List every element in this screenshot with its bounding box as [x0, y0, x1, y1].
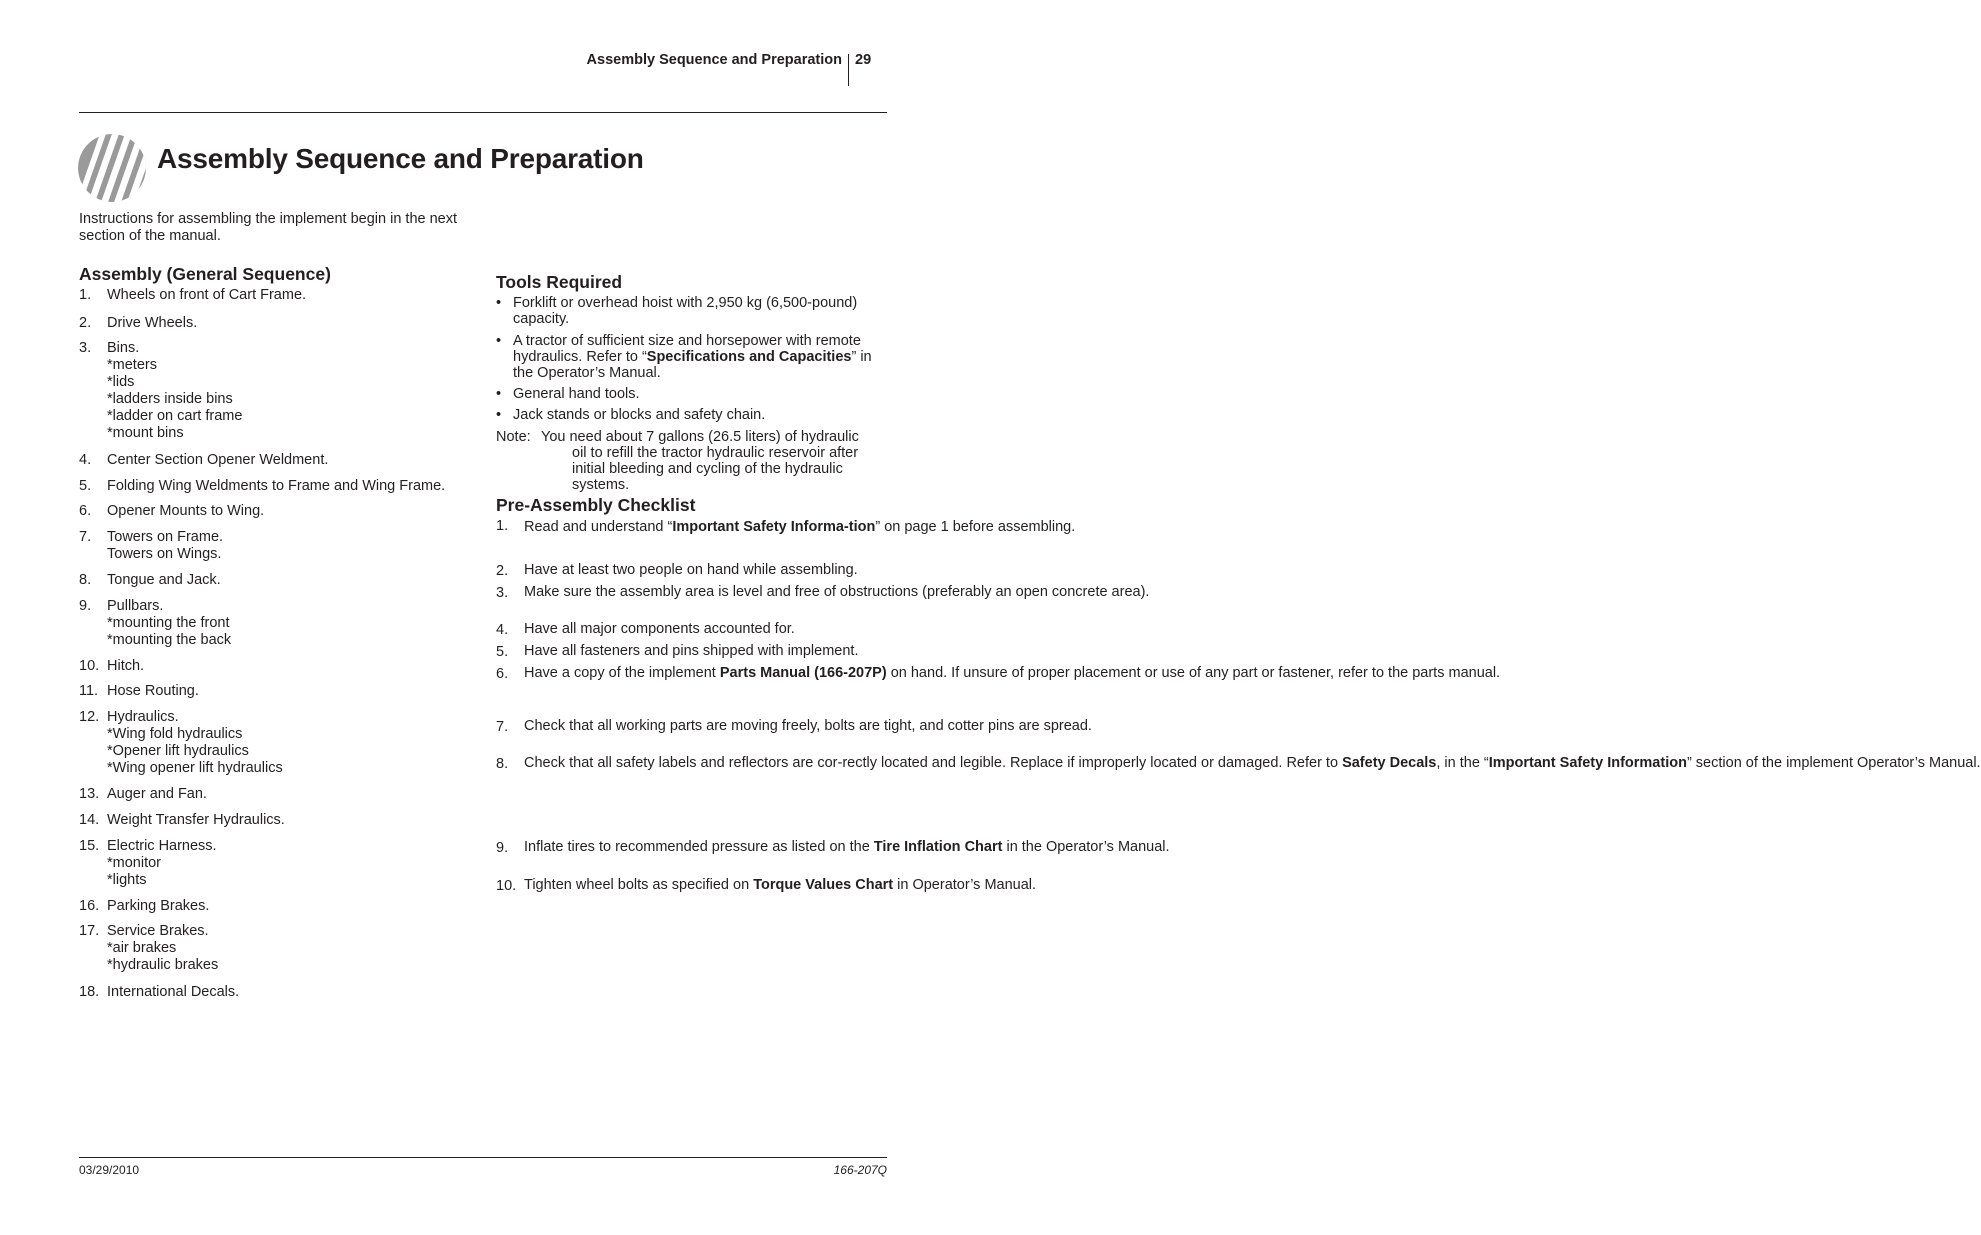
step-text — [107, 923, 218, 974]
bottom-rule — [79, 1157, 887, 1158]
step-line: Parking Brakes. — [107, 898, 210, 914]
step-number: 4. — [79, 452, 92, 468]
step-text — [107, 452, 328, 469]
checklist-text — [524, 755, 1981, 772]
tool-text — [513, 333, 891, 381]
step-line: Tongue and Jack. — [107, 572, 221, 588]
bullet-icon: • — [496, 295, 502, 311]
step-line: *monitor — [107, 855, 161, 871]
bullet-icon: • — [496, 333, 502, 349]
step-number: 14. — [79, 812, 100, 828]
step-line: *lights — [107, 872, 147, 888]
checklist-text — [524, 877, 1037, 894]
step-number: 8. — [79, 572, 92, 588]
step-line: Towers on Wings. — [107, 546, 222, 562]
step-text — [107, 340, 242, 442]
note-text-rest: oil to refill the tractor hydraulic reservoir after initial bleeding and cycling of the hydraulic systems. — [572, 445, 859, 493]
step-text — [107, 598, 231, 649]
note-text-first: You need about 7 gallons (26.5 liters) of hydraulic — [541, 429, 859, 445]
step-line: International Decals. — [107, 984, 240, 1000]
text-segment: Make sure the assembly area is level and free of obstructions (preferably an open concrete area). — [524, 584, 1150, 600]
tool-text — [513, 295, 891, 327]
footer-date: 03/29/2010 — [79, 1163, 140, 1177]
step-line: Center Section Opener Weldment. — [107, 452, 329, 468]
step-line: Towers on Frame. — [107, 529, 224, 545]
step-text — [107, 683, 199, 700]
text-segment: Have at least two people on hand while assembling. — [524, 562, 858, 578]
step-line: Drive Wheels. — [107, 315, 198, 331]
text-segment: Check that all safety labels and reflectors are cor-rectly located and legible. Replace if improperly located or damaged. Refer to — [524, 755, 1343, 771]
step-number: 9. — [496, 840, 509, 856]
step-text — [107, 984, 239, 1001]
step-line: Hose Routing. — [107, 683, 199, 699]
text-segment: on hand. If unsure of proper placement or use of any part or fastener, refer to the parts manual. — [886, 665, 1501, 681]
text-segment: ” in the Operator’s Manual. — [513, 349, 872, 381]
step-number: 6. — [496, 666, 509, 682]
step-number: 11. — [79, 683, 99, 699]
checklist-text — [524, 563, 891, 579]
step-text — [107, 315, 197, 332]
assembly-heading: Assembly (General Sequence) — [79, 264, 331, 284]
text-segment: Check that all working parts are moving freely, bolts are tight, and cotter pins are spread. — [524, 718, 1092, 734]
text-segment: in Operator’s Manual. — [893, 877, 1037, 893]
step-number: 7. — [496, 719, 509, 735]
text-segment: in the Operator’s Manual. — [1002, 839, 1170, 855]
step-number: 3. — [496, 585, 509, 601]
note-label: Note: — [496, 429, 531, 445]
step-number: 18. — [79, 984, 100, 1000]
step-line: *hydraulic brakes — [107, 957, 219, 973]
step-number: 2. — [79, 315, 92, 331]
bullet-icon: • — [496, 386, 502, 402]
tool-text — [513, 407, 891, 423]
text-segment: A tractor of sufficient size and horsepower with remote hydraulics. Refer to “ — [513, 333, 861, 365]
step-line: *mounting the front — [107, 615, 230, 631]
step-text — [107, 287, 306, 304]
step-line: Hitch. — [107, 658, 145, 674]
step-line: Folding Wing Weldments to Frame and Wing Frame. — [107, 478, 446, 494]
step-line: Opener Mounts to Wing. — [107, 503, 265, 519]
diagonal-stripes-circle-logo-icon — [78, 134, 146, 202]
checklist-text — [524, 584, 1150, 601]
step-number: 8. — [496, 756, 509, 772]
bold-reference: Specifications and Capacities — [646, 349, 852, 365]
text-segment: Inflate tires to recommended pressure as listed on the — [524, 839, 874, 855]
step-text — [107, 898, 209, 915]
page-number: 29 — [855, 52, 872, 68]
step-text — [107, 658, 144, 675]
bold-reference: Parts Manual (166-207P) — [719, 665, 887, 681]
step-number: 5. — [79, 478, 92, 494]
step-text — [107, 572, 221, 589]
step-line: *Wing fold hydraulics — [107, 726, 243, 742]
text-segment: Read and understand “ — [524, 519, 673, 535]
step-line: *lids — [107, 374, 135, 390]
step-number: 16. — [79, 898, 100, 914]
step-number: 5. — [496, 644, 509, 660]
step-number: 3. — [79, 340, 92, 356]
top-rule — [79, 112, 887, 113]
step-number: 6. — [79, 503, 92, 519]
step-line: *ladder on cart frame — [107, 408, 243, 424]
step-number: 7. — [79, 529, 92, 545]
header-divider — [848, 54, 849, 86]
bold-reference: Important Safety Informa-tion — [672, 519, 876, 535]
running-header-title: Assembly Sequence and Preparation — [586, 52, 842, 68]
page-title: Assembly Sequence and Preparation — [157, 143, 644, 174]
step-number: 1. — [79, 287, 92, 303]
intro-paragraph: Instructions for assembling the implement begin in the next section of the manual. — [79, 211, 458, 244]
step-text — [107, 478, 445, 495]
footer-doc-number: 166-207Q — [833, 1163, 887, 1177]
step-number: 2. — [496, 563, 509, 579]
checklist-text — [524, 622, 891, 638]
text-segment: ” section of the implement Operator’s Manual. — [1686, 755, 1981, 771]
step-number: 4. — [496, 622, 509, 638]
step-line: Service Brakes. — [107, 923, 209, 939]
step-line: *ladders inside bins — [107, 391, 233, 407]
step-text — [107, 503, 264, 520]
step-text — [107, 812, 285, 829]
bullet-icon: • — [496, 407, 502, 423]
text-segment: Tighten wheel bolts as specified on — [524, 877, 754, 893]
step-number: 12. — [79, 709, 100, 725]
step-line: *air brakes — [107, 940, 177, 956]
text-segment: General hand tools. — [513, 386, 640, 402]
step-line: Electric Harness. — [107, 838, 217, 854]
step-line: *Opener lift hydraulics — [107, 743, 249, 759]
bold-reference: Tire Inflation Chart — [873, 839, 1003, 855]
tool-text — [513, 386, 891, 402]
step-number: 17. — [79, 923, 100, 939]
text-segment: Have a copy of the implement — [524, 665, 720, 681]
step-line: Weight Transfer Hydraulics. — [107, 812, 285, 828]
step-line: Wheels on front of Cart Frame. — [107, 287, 307, 303]
checklist-text — [524, 644, 891, 660]
text-segment: Forklift or overhead hoist with 2,950 kg (6,500-pound) capacity. — [513, 295, 858, 327]
step-line: *meters — [107, 357, 157, 373]
step-line: *Wing opener lift hydraulics — [107, 760, 283, 776]
checklist-heading: Pre-Assembly Checklist — [496, 495, 696, 515]
step-number: 13. — [79, 786, 100, 802]
bold-reference: Important Safety Information — [1488, 755, 1687, 771]
text-segment: Have all major components accounted for. — [524, 621, 795, 637]
bold-reference: Safety Decals — [1342, 755, 1437, 771]
step-line: *mount bins — [107, 425, 184, 441]
step-number: 15. — [79, 838, 100, 854]
checklist-text — [524, 839, 1170, 856]
step-text — [107, 529, 223, 563]
step-number: 10. — [496, 878, 517, 894]
bold-reference: Torque Values Chart — [753, 877, 894, 893]
text-segment: Have all fasteners and pins shipped with implement. — [524, 643, 859, 659]
tools-heading: Tools Required — [496, 272, 623, 292]
checklist-text — [524, 518, 1076, 537]
checklist-text — [524, 665, 1501, 682]
text-segment: , in the “ — [1436, 755, 1489, 771]
step-line: Hydraulics. — [107, 709, 179, 725]
text-segment: Jack stands or blocks and safety chain. — [513, 407, 766, 423]
step-line: *mounting the back — [107, 632, 232, 648]
text-segment: ” on page 1 before assembling. — [875, 519, 1076, 535]
step-text — [107, 838, 217, 889]
step-line: Bins. — [107, 340, 140, 356]
step-line: Pullbars. — [107, 598, 164, 614]
step-number: 10. — [79, 658, 100, 674]
step-text — [107, 709, 283, 777]
checklist-text — [524, 718, 1092, 735]
step-line: Auger and Fan. — [107, 786, 207, 802]
step-text — [107, 786, 207, 803]
step-number: 1. — [496, 518, 509, 534]
step-number: 9. — [79, 598, 92, 614]
